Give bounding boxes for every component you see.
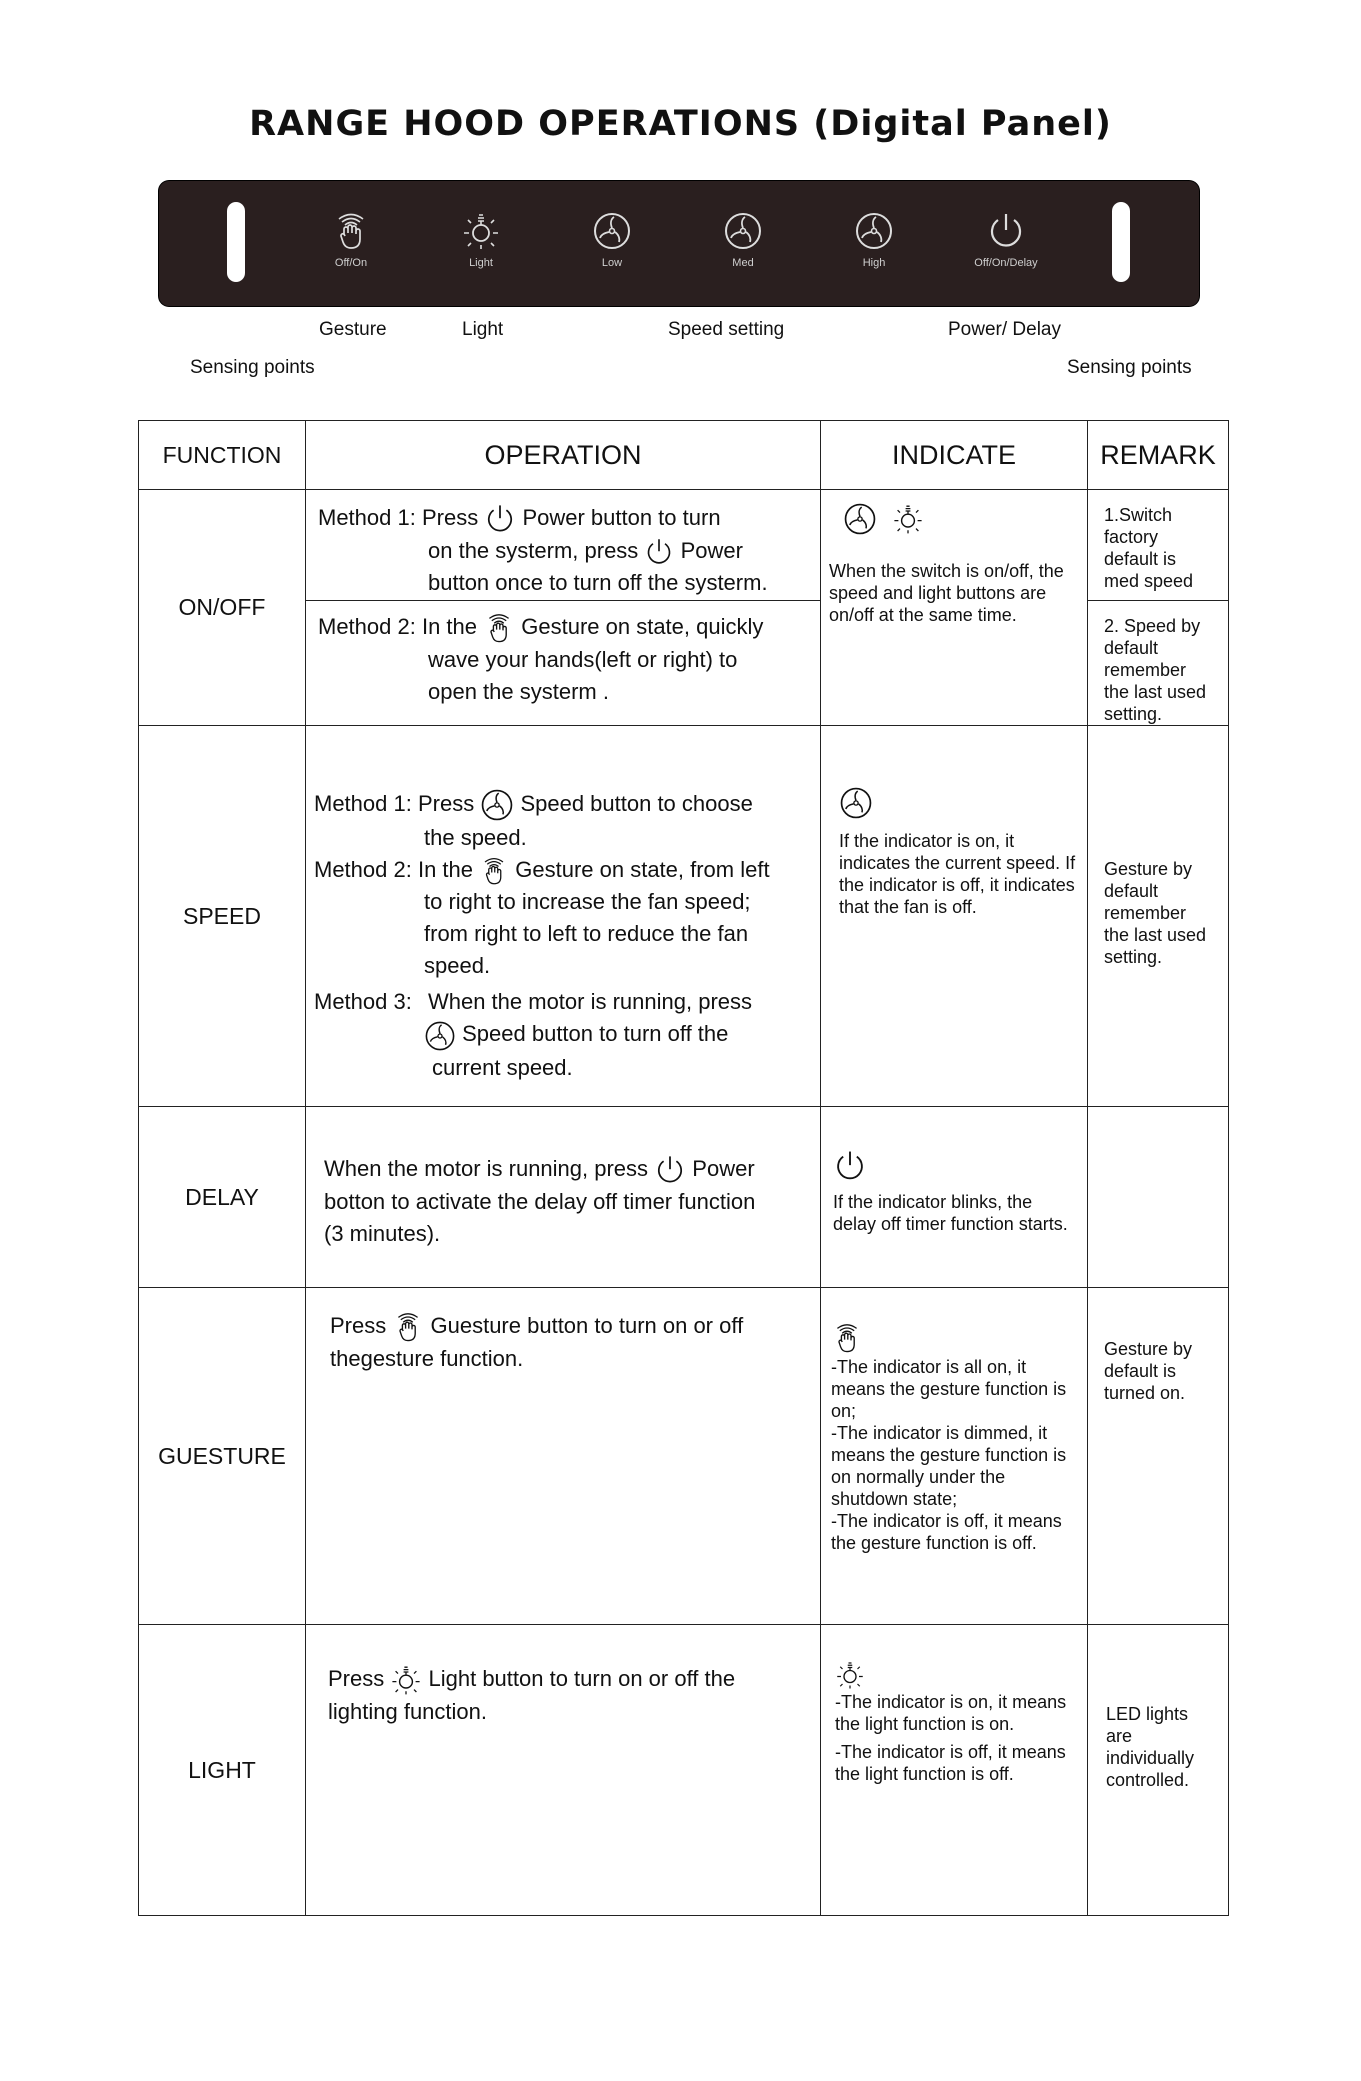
fan-icon [480, 788, 514, 822]
table-row-light [139, 1625, 1229, 1916]
caption-sensing-left: Sensing points [190, 357, 315, 378]
light-bulb-icon [461, 211, 501, 251]
power-icon [484, 503, 516, 535]
fan-icon [839, 786, 873, 820]
power-icon [644, 537, 674, 567]
gesture-hand-icon [831, 1320, 863, 1356]
delay-remark [1088, 1107, 1229, 1288]
digital-panel [159, 181, 1199, 306]
delay-operation: When the motor is running, press Power botton to activate the delay off timer function (3 minutes). [306, 1107, 821, 1288]
panel-button-label: Med [732, 257, 754, 269]
onoff-method-1: Method 1: Press Power button to turn on the systerm, press Power button once to turn off the systerm. [306, 490, 821, 601]
panel-button-label: Off/On/Delay [974, 257, 1038, 269]
panel-button-power[interactable] [951, 211, 1061, 269]
power-icon [833, 1149, 867, 1183]
header-operation: OPERATION [306, 421, 821, 490]
caption-light: Light [462, 319, 504, 340]
table-row-onoff-1 [139, 490, 1229, 601]
speed-remark: Gesture by default remember the last used setting. [1088, 726, 1229, 1107]
light-bulb-icon [390, 1664, 422, 1696]
sensing-point-right [1112, 202, 1130, 282]
panel-button-gesture[interactable] [296, 211, 406, 269]
caption-power: Power/ Delay [948, 319, 1061, 340]
function-light: LIGHT [139, 1625, 306, 1916]
operations-table [138, 420, 1229, 1916]
gesture-remark: Gesture by default is turned on. [1088, 1288, 1229, 1625]
onoff-remark-1: 1.Switch factory default is med speed [1088, 490, 1229, 601]
page-title: RANGE HOOD OPERATIONS (Digital Panel) [249, 104, 1112, 144]
gesture-operation: Press Guesture button to turn on or off thegesture function. [306, 1288, 821, 1625]
table-row-speed [139, 726, 1229, 1107]
speed-indicate: If the indicator is on, it indicates the current speed. If the indicator is off, it indicates that the fan is off. [821, 726, 1088, 1107]
light-bulb-icon [892, 503, 924, 535]
gesture-hand-icon [479, 856, 509, 886]
light-remark: LED lights are individually controlled. [1088, 1625, 1229, 1916]
panel-button-label: Off/On [334, 257, 368, 269]
gesture-hand-icon [483, 612, 515, 644]
onoff-method-2: Method 2: In the Gesture on state, quickly wave your hands(left or right) to open the systerm . [306, 601, 821, 726]
sensing-point-left [227, 202, 245, 282]
caption-speed: Speed setting [668, 319, 785, 340]
power-icon [986, 211, 1026, 251]
panel-button-low[interactable] [557, 211, 667, 269]
function-onoff: ON/OFF [139, 490, 306, 726]
function-speed: SPEED [139, 726, 306, 1107]
panel-button-high[interactable] [819, 211, 929, 269]
gesture-hand-icon [331, 211, 371, 251]
fan-icon [854, 211, 894, 251]
onoff-indicate: When the switch is on/off, the speed and light buttons are on/off at the same time. [821, 490, 1088, 726]
light-operation: Press Light button to turn on or off the lighting function. [306, 1625, 821, 1916]
panel-button-light[interactable] [426, 211, 536, 269]
caption-sensing-right: Sensing points [1067, 357, 1192, 378]
fan-icon [723, 211, 763, 251]
header-remark: REMARK [1088, 421, 1229, 490]
table-row-gesture [139, 1288, 1229, 1625]
panel-button-med[interactable] [688, 211, 798, 269]
function-gesture: GUESTURE [139, 1288, 306, 1625]
panel-button-label: High [862, 257, 886, 269]
header-function: FUNCTION [139, 421, 306, 490]
power-icon [654, 1154, 686, 1186]
gesture-hand-icon [392, 1311, 424, 1343]
gesture-indicate: -The indicator is all on, it means the gesture function is on; -The indicator is dimmed, it means the gesture function is on normally under the shutdown state; -The indicator is off, it means the gesture function is off. [821, 1288, 1088, 1625]
panel-button-label: Low [601, 257, 623, 269]
light-bulb-icon [835, 1659, 865, 1691]
fan-icon [843, 502, 877, 536]
light-indicate: -The indicator is on, it means the light function is on. -The indicator is off, it means the light function is off. [821, 1625, 1088, 1916]
header-indicate: INDICATE [821, 421, 1088, 490]
table-header-row [139, 421, 1229, 490]
speed-operation: Method 1: Press Speed button to choose the speed. Method 2: In the Gesture on state, from left to right to increase the fan speed; from right to left to reduce the fan speed. Method 3: When the motor is running, press Speed button to turn off the current speed. [306, 726, 821, 1107]
fan-icon [424, 1020, 456, 1052]
panel-button-label: Light [469, 257, 493, 269]
fan-icon [592, 211, 632, 251]
function-delay: DELAY [139, 1107, 306, 1288]
onoff-remark-2: 2. Speed by default remember the last used setting. [1088, 601, 1229, 726]
table-row-delay [139, 1107, 1229, 1288]
delay-indicate: If the indicator blinks, the delay off timer function starts. [821, 1107, 1088, 1288]
caption-gesture: Gesture [319, 319, 387, 340]
